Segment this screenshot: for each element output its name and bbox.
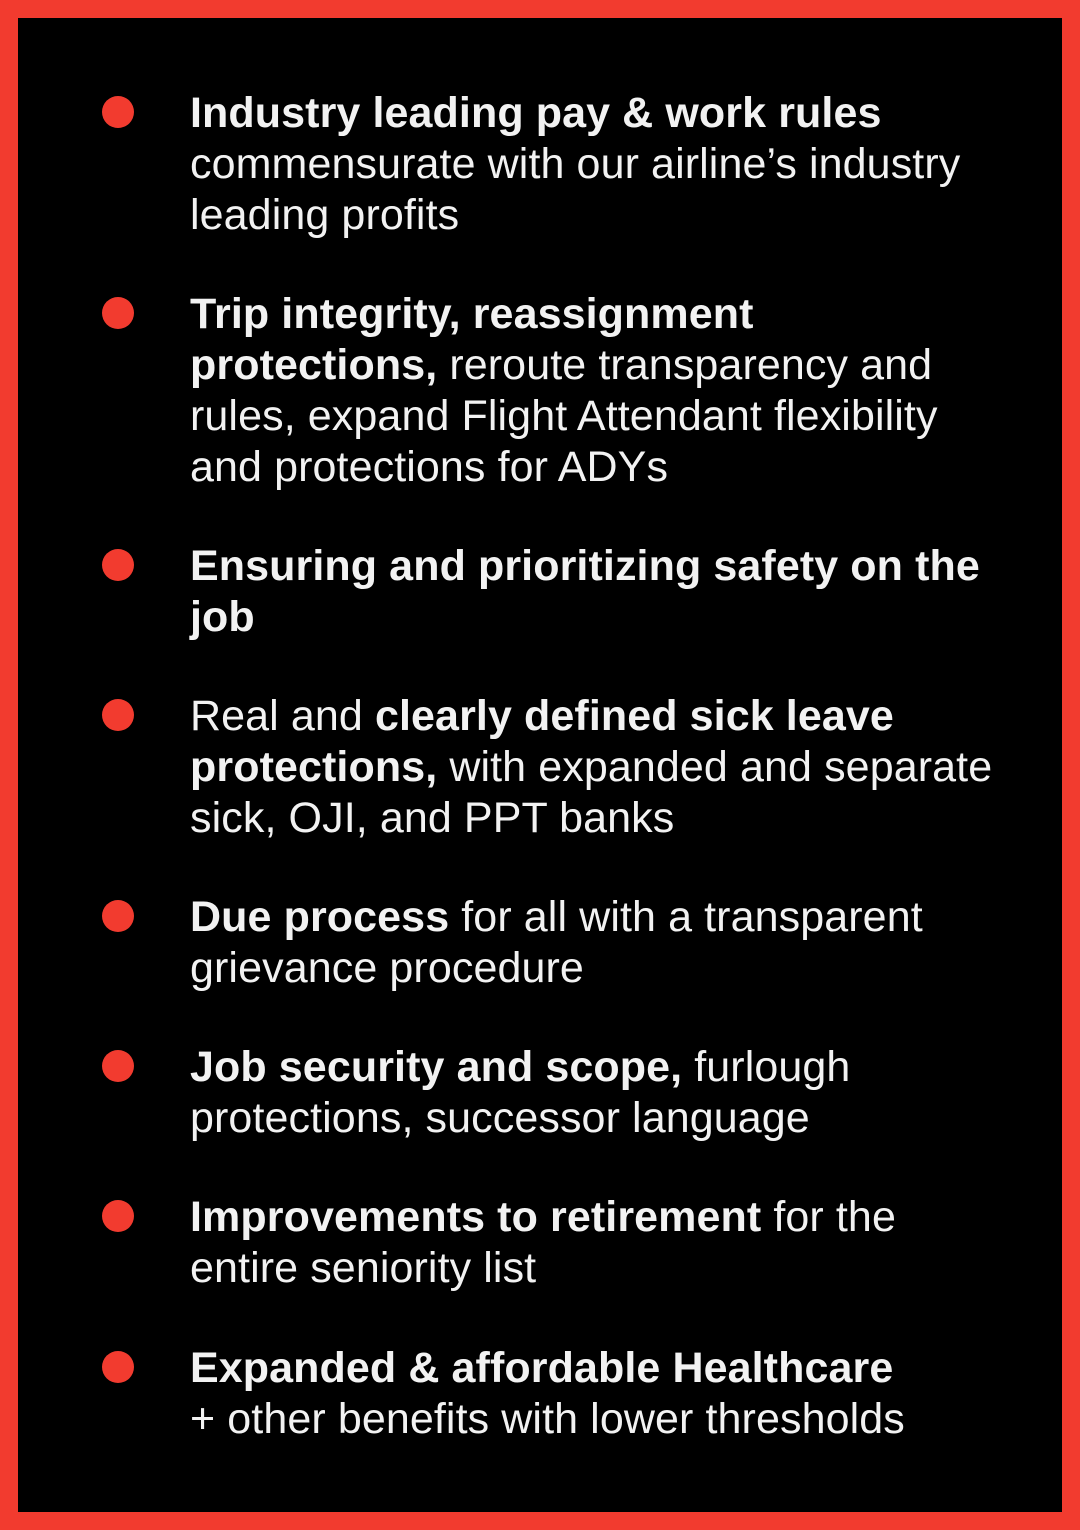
list-item-text (190, 691, 1010, 844)
list-item-text (190, 541, 1010, 643)
bullet-dot-icon (102, 1351, 134, 1383)
item-bold-text: Due process (190, 893, 450, 941)
bullet-dot-icon (102, 549, 134, 581)
item-regular-text: for the entire seniority list (190, 1193, 896, 1292)
item-bold-text: Trip integrity, reassignment protections, (190, 290, 754, 389)
item-regular-text: with expanded and separate sick, OJI, and PPT banks (190, 743, 993, 842)
bullet-dot-icon (102, 297, 134, 329)
list-item-text (190, 88, 1010, 241)
item-regular-text: Real and (190, 692, 375, 740)
list-item-text (190, 1192, 1010, 1294)
bullet-dot-icon (102, 96, 134, 128)
list-item-text (190, 289, 1010, 493)
item-regular-text: commensurate with our airline’s industry leading profits (190, 140, 961, 239)
item-regular-text: furlough protections, successor language (190, 1043, 851, 1142)
bullet-dot-icon (102, 699, 134, 731)
list-item-text (190, 1042, 1010, 1144)
item-bold-text: clearly defined sick leave protections, (190, 692, 894, 791)
item-bold-text: Improvements to retirement (190, 1193, 762, 1241)
item-regular-text: + other benefits with lower thresholds (190, 1395, 905, 1443)
bullet-dot-icon (102, 900, 134, 932)
list-item-text (190, 892, 1010, 994)
bullet-dot-icon (102, 1050, 134, 1082)
item-bold-text: Ensuring and prioritizing safety on the job (190, 542, 980, 641)
item-regular-text: for all with a transparent grievance procedure (190, 893, 923, 992)
bullet-dot-icon (102, 1200, 134, 1232)
list-item-text (190, 1343, 1010, 1445)
item-bold-text: Industry leading pay & work rules (190, 89, 882, 137)
item-bold-text: Job security and scope, (190, 1043, 683, 1091)
poster-frame (18, 18, 1062, 1512)
item-bold-text: Expanded & affordable Healthcare (190, 1344, 894, 1392)
item-regular-text: reroute transparency and rules, expand Flight Attendant flexibility and protections for ADYs (190, 341, 938, 491)
demands-list (18, 18, 1062, 1512)
